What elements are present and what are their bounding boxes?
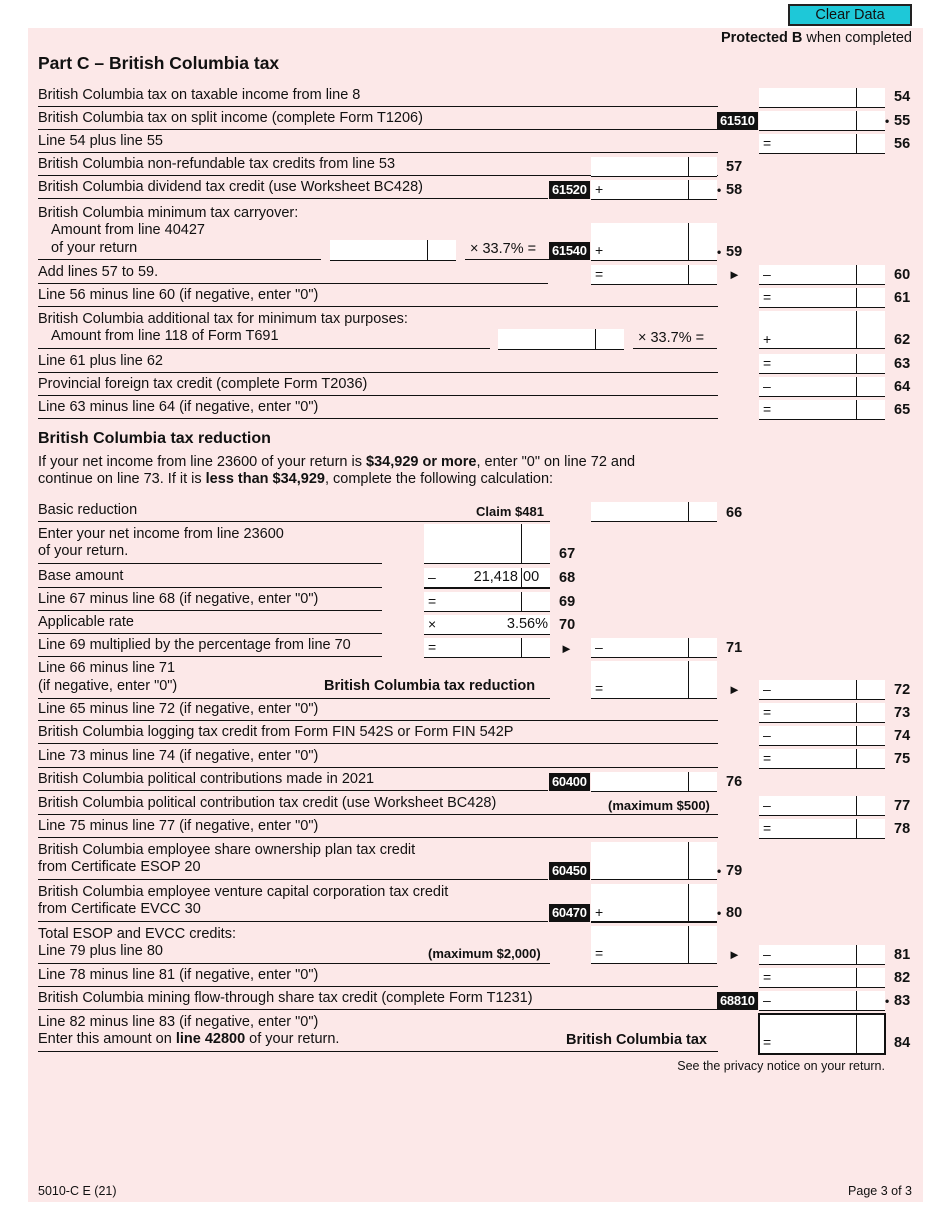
- line-70-field: [424, 615, 550, 635]
- line-75-input[interactable]: [759, 749, 885, 769]
- line-83-input[interactable]: [759, 991, 885, 1011]
- reduction-intro-2: [38, 471, 553, 487]
- line-56-sign: =: [763, 135, 772, 151]
- line-79-input[interactable]: [591, 842, 717, 880]
- line-75-label: Line 73 minus line 74 (if negative, enter "0"): [38, 748, 319, 764]
- line-60-input[interactable]: [759, 265, 885, 285]
- line-84-label-1: Line 82 minus line 83 (if negative, enter "0"): [38, 1014, 319, 1030]
- intro-1c: , enter "0" on line 72 and: [476, 454, 636, 470]
- line-59-sign: +: [595, 242, 604, 258]
- line-62-label-1: British Columbia additional tax for minimum tax purposes:: [38, 311, 408, 327]
- intro-2b: less than $34,929: [205, 471, 325, 487]
- line-64-label: Provincial foreign tax credit (complete Form T2036): [38, 376, 368, 392]
- line-69-label: Line 67 minus line 68 (if negative, enter "0"): [38, 591, 319, 607]
- line-70-sign: ×: [428, 616, 437, 632]
- l84-c: of your return.: [245, 1031, 340, 1047]
- line-71-mid-sign: =: [428, 639, 437, 655]
- line-83-sign: –: [763, 992, 771, 1008]
- line-62-amount-input[interactable]: [498, 329, 624, 350]
- line-80-number: 80: [726, 905, 743, 921]
- line-55-number: 55: [894, 113, 911, 129]
- clear-data-button[interactable]: Clear Data: [788, 4, 912, 26]
- line-78-number: 78: [894, 821, 911, 837]
- line-60-subtotal-input[interactable]: [591, 265, 717, 285]
- line-81-sign: –: [763, 946, 771, 962]
- line-61-label: Line 56 minus line 60 (if negative, enter "0"): [38, 287, 319, 303]
- line-81-number: 81: [894, 947, 911, 963]
- line-77-label: British Columbia political contribution tax credit (use Worksheet BC428): [38, 795, 497, 811]
- line-79-code: 60450: [549, 862, 590, 880]
- line-70-number: 70: [559, 617, 576, 633]
- line-70-label: Applicable rate: [38, 614, 134, 630]
- line-79-number: 79: [726, 863, 743, 879]
- line-72-input[interactable]: [759, 680, 885, 700]
- line-55-input[interactable]: [759, 111, 885, 131]
- protected-notice: [721, 30, 912, 46]
- line-66-claim: Claim $481: [476, 504, 544, 519]
- line-59-rate: × 33.7% =: [470, 241, 537, 257]
- intro-1b: $34,929 or more: [366, 454, 477, 470]
- line-74-number: 74: [894, 728, 911, 744]
- line-68-input: [424, 568, 550, 589]
- line-84-number: 84: [894, 1035, 911, 1051]
- line-69-input[interactable]: [424, 592, 550, 612]
- line-71-product-input[interactable]: [424, 638, 550, 658]
- line-68-sign: –: [428, 569, 436, 585]
- line-61-input[interactable]: [759, 288, 885, 308]
- line-75-sign: =: [763, 750, 772, 766]
- page-number: Page 3 of 3: [848, 1184, 912, 1198]
- line-78-label: Line 75 minus line 77 (if negative, enter "0"): [38, 818, 319, 834]
- line-68-value: 21,418: [473, 569, 518, 585]
- line-57-input[interactable]: [591, 157, 717, 177]
- line-82-number: 82: [894, 970, 911, 986]
- line-67-input[interactable]: [424, 524, 550, 564]
- line-67-label-2: of your return.: [38, 543, 129, 559]
- line-64-sign: –: [763, 378, 771, 394]
- line-71-sign: –: [595, 639, 603, 655]
- line-81-label-1: Total ESOP and EVCC credits:: [38, 926, 236, 942]
- line-78-input[interactable]: [759, 819, 885, 839]
- bc-tax-label: British Columbia tax: [566, 1032, 707, 1048]
- line-71-arrow: ►: [560, 641, 573, 656]
- line-71-input[interactable]: [591, 638, 717, 658]
- line-84-sign: =: [763, 1034, 772, 1050]
- protected-b: Protected B: [720, 30, 803, 46]
- line-76-code: 60400: [549, 773, 590, 791]
- line-72-mid-sign: =: [595, 680, 604, 696]
- line-58-sign: +: [595, 181, 604, 197]
- line-54-number: 54: [894, 89, 911, 105]
- line-69-number: 69: [559, 594, 576, 610]
- form-page: [28, 28, 923, 1202]
- reduction-title: British Columbia tax reduction: [38, 430, 271, 447]
- line-80-sign: +: [595, 904, 604, 920]
- intro-1a: If your net income from line 23600 of your return is: [38, 454, 367, 470]
- line-55-bullet: •: [885, 114, 890, 128]
- line-71-number: 71: [726, 640, 743, 656]
- line-81-subtotal-input[interactable]: [591, 926, 717, 964]
- protected-rest: when completed: [802, 30, 912, 46]
- line-54-label: British Columbia tax on taxable income from line 8: [38, 87, 361, 103]
- line-67-number: 67: [559, 546, 576, 562]
- line-58-label: British Columbia dividend tax credit (use Worksheet BC428): [38, 179, 423, 195]
- line-60-arrow: ►: [728, 267, 741, 282]
- line-65-input[interactable]: [759, 400, 885, 420]
- line-69-sign: =: [428, 593, 437, 609]
- line-60-mid-sign: =: [595, 266, 604, 282]
- line-61-number: 61: [894, 290, 911, 306]
- line-73-input[interactable]: [759, 703, 885, 723]
- line-73-label: Line 65 minus line 72 (if negative, enter "0"): [38, 701, 319, 717]
- line-81-arrow: ►: [728, 947, 741, 962]
- line-57-number: 57: [726, 159, 743, 175]
- line-59-input[interactable]: [591, 223, 717, 261]
- line-74-label: British Columbia logging tax credit from Form FIN 542S or Form FIN 542P: [38, 724, 514, 740]
- form-identifier: 5010-C E (21): [38, 1184, 117, 1198]
- line-68-number: 68: [559, 570, 576, 586]
- line-77-maximum: (maximum $500): [608, 798, 710, 813]
- line-56-input[interactable]: [759, 134, 885, 154]
- line-79-label-2: from Certificate ESOP 20: [38, 859, 201, 875]
- l84-a: Enter this amount on: [38, 1031, 176, 1047]
- line-80-label-1: British Columbia employee venture capital corporation tax credit: [38, 884, 449, 900]
- line-80-input[interactable]: [591, 884, 717, 923]
- line-62-number: 62: [894, 332, 911, 348]
- line-77-input[interactable]: [759, 796, 885, 816]
- line-71-label: Line 69 multiplied by the percentage from line 70: [38, 637, 351, 653]
- line-68-label: Base amount: [38, 568, 124, 584]
- line-75-number: 75: [894, 751, 911, 767]
- line-72-sign: –: [763, 681, 771, 697]
- line-57-label: British Columbia non-refundable tax credits from line 53: [38, 156, 396, 172]
- line-72-subtotal-input[interactable]: [591, 661, 717, 699]
- line-82-label: Line 78 minus line 81 (if negative, enter "0"): [38, 967, 319, 983]
- line-56-label: Line 54 plus line 55: [38, 133, 163, 149]
- line-55-label: British Columbia tax on split income (complete Form T1206): [38, 110, 423, 126]
- line-54-input[interactable]: [759, 88, 885, 108]
- line-67-label-1: Enter your net income from line 23600: [38, 526, 284, 542]
- line-77-sign: –: [763, 797, 771, 813]
- line-62-label-2: Amount from line 118 of Form T691: [51, 328, 279, 344]
- line-81-label-2: Line 79 plus line 80: [38, 943, 163, 959]
- line-58-input[interactable]: [591, 180, 717, 200]
- line-60-label: Add lines 57 to 59.: [38, 264, 159, 280]
- line-63-number: 63: [894, 356, 911, 372]
- line-59-number: 59: [726, 244, 743, 260]
- tax-reduction-label: British Columbia tax reduction: [324, 678, 536, 694]
- line-66-input[interactable]: [591, 502, 717, 522]
- line-56-number: 56: [894, 136, 911, 152]
- line-62-rate: × 33.7% =: [638, 330, 705, 346]
- line-81-input[interactable]: [759, 945, 885, 965]
- line-55-code: 61510: [717, 112, 758, 130]
- line-83-code: 68810: [717, 992, 758, 1010]
- line-73-number: 73: [894, 705, 911, 721]
- line-58-code: 61520: [549, 181, 590, 199]
- line-77-number: 77: [894, 798, 911, 814]
- line-65-label: Line 63 minus line 64 (if negative, enter "0"): [38, 399, 319, 415]
- line-60-number: 60: [894, 267, 911, 283]
- line-81-maximum: (maximum $2,000): [428, 946, 541, 961]
- privacy-notice: See the privacy notice on your return.: [677, 1059, 885, 1073]
- line-80-code: 60470: [549, 904, 590, 922]
- line-60-sign: –: [763, 266, 771, 282]
- line-73-sign: =: [763, 704, 772, 720]
- l84-b: line 42800: [175, 1031, 246, 1047]
- line-62-input[interactable]: [759, 311, 885, 349]
- line-79-label-1: British Columbia employee share ownership plan tax credit: [38, 842, 416, 858]
- line-84-label-2: [38, 1031, 339, 1047]
- line-63-input[interactable]: [759, 354, 885, 374]
- line-72-number: 72: [894, 682, 911, 698]
- line-76-input[interactable]: [591, 772, 717, 792]
- line-83-bullet: •: [885, 994, 890, 1008]
- part-title: Part C – British Columbia tax: [38, 53, 280, 73]
- line-84-input[interactable]: [758, 1013, 886, 1055]
- line-59-amount-input[interactable]: [330, 240, 456, 261]
- intro-2a: continue on line 73. If it is: [38, 471, 206, 487]
- line-74-input[interactable]: [759, 726, 885, 746]
- line-65-sign: =: [763, 401, 772, 417]
- line-68-cents: 00: [523, 569, 540, 585]
- line-66-label: Basic reduction: [38, 502, 138, 518]
- line-72-label-2: (if negative, enter "0"): [38, 678, 178, 694]
- line-70-value: 3.56%: [506, 616, 548, 632]
- line-59-label-3: of your return: [51, 240, 138, 256]
- line-64-number: 64: [894, 379, 911, 395]
- line-66-number: 66: [726, 505, 743, 521]
- line-59-label-2: Amount from line 40427: [51, 222, 205, 238]
- line-76-number: 76: [726, 774, 743, 790]
- line-82-input[interactable]: [759, 968, 885, 988]
- line-65-number: 65: [894, 402, 911, 418]
- line-78-sign: =: [763, 820, 772, 836]
- line-59-bullet: •: [717, 245, 722, 259]
- line-83-number: 83: [894, 993, 911, 1009]
- line-83-label: British Columbia mining flow-through share tax credit (complete Form T1231): [38, 990, 533, 1006]
- line-58-bullet: •: [717, 183, 722, 197]
- line-59-label-1: British Columbia minimum tax carryover:: [38, 205, 299, 221]
- line-80-label-2: from Certificate EVCC 30: [38, 901, 201, 917]
- line-81-mid-sign: =: [595, 945, 604, 961]
- line-72-label-1: Line 66 minus line 71: [38, 660, 176, 676]
- line-80-bullet: •: [717, 906, 722, 920]
- line-59-code: 61540: [549, 242, 590, 260]
- line-62-sign: +: [763, 331, 772, 347]
- line-79-bullet: •: [717, 864, 722, 878]
- reduction-intro-1: [38, 454, 635, 470]
- line-72-arrow: ►: [728, 682, 741, 697]
- line-76-label: British Columbia political contributions made in 2021: [38, 771, 375, 787]
- line-63-sign: =: [763, 355, 772, 371]
- line-58-number: 58: [726, 182, 743, 198]
- line-61-sign: =: [763, 289, 772, 305]
- line-82-sign: =: [763, 969, 772, 985]
- line-64-input[interactable]: [759, 377, 885, 397]
- intro-2c: , complete the following calculation:: [324, 471, 554, 487]
- line-63-label: Line 61 plus line 62: [38, 353, 163, 369]
- line-74-sign: –: [763, 727, 771, 743]
